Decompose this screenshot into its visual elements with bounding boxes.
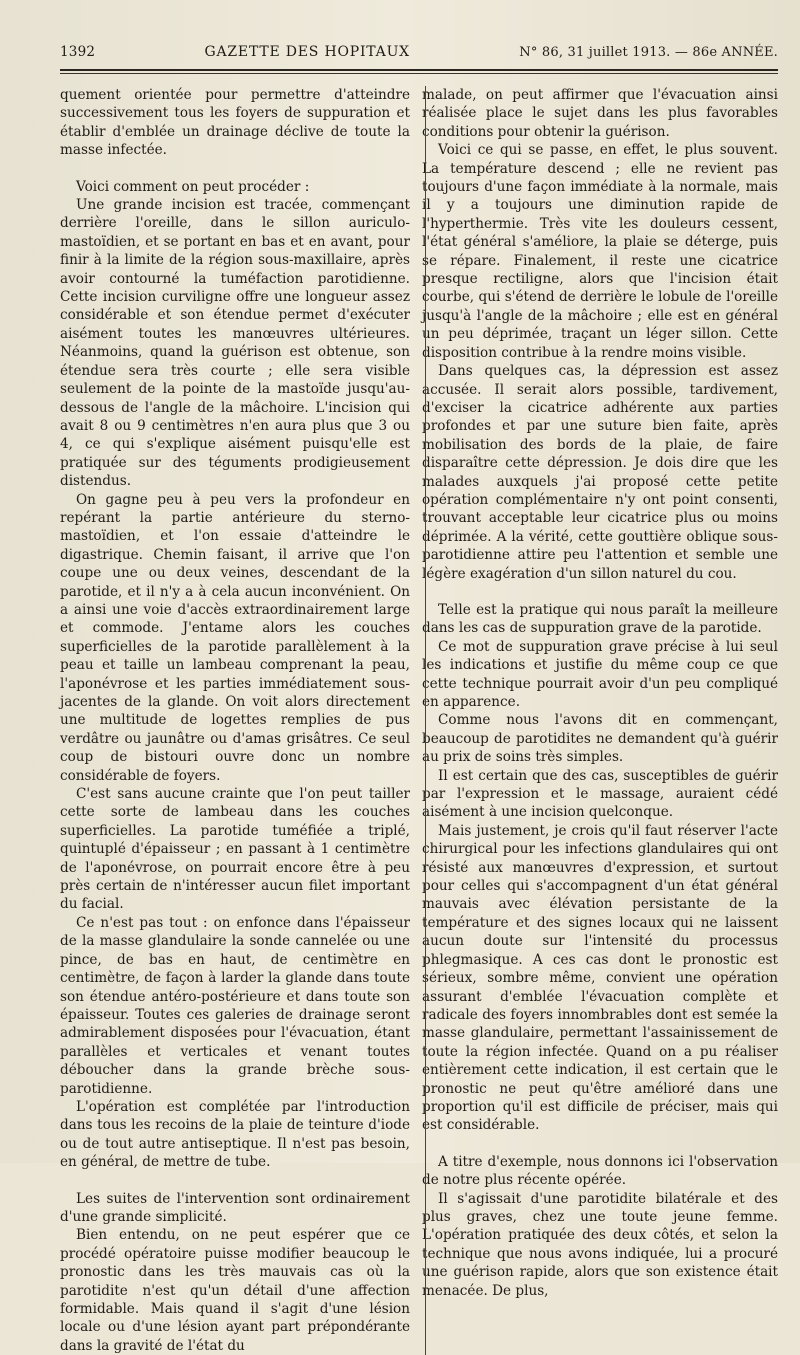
paragraph: Une grande incision est tracée, commençant derrière l'oreille, dans le sillon auriculo-mastoïdien, et se portant en bas et en avant, pour finir à la limite de la région sous-maxillaire, après avoir contourné la tuméfaction parotidienne. Cette incision curviligne offre une longueur assez considérable et son étendue permet d'exécuter aisément toutes les manœuvres ultérieures. Néanmoins, quand la guérison est obtenue, son étendue sera très courte ; elle sera visible seulement de la pointe de la mastoïde jusqu'au-dessous de l'angle de la mâchoire. L'incision qui avait 8 ou 9 centimètres n'en aura plus que 3 ou 4, ce qui s'explique aisément puisqu'elle est pratiquée sur des téguments prodigieusement distendus. [60, 197, 410, 490]
header-rule-top [60, 69, 778, 71]
paragraph: Voici ce qui se passe, en effet, le plus souvent. La température descend ; elle ne revient pas toujours d'une façon immédiate à la normale, mais il y a toujours une diminution rapide de l'hyperthermie. Très vite les douleurs cessent, l'état général s'améliore, la plaie se déterge, puis se répare. Finalement, il reste une cicatrice presque rectiligne, alors que l'incision était courbe, qui s'étend de derrière le lobule de l'oreille jusqu'à l'angle de la mâchoire ; elle est en général un peu déprimée, traçant un léger sillon. Cette disposition contribue à la rendre moins visible. [422, 142, 778, 361]
left-column [60, 86, 410, 1355]
header-rules [60, 69, 778, 74]
column-divider [425, 86, 426, 1355]
paragraph: C'est sans aucune crainte que l'on peut tailler cette sorte de lambeau dans les couches superficielles. La parotide tuméfiée a triplé, quintuplé d'épaisseur ; en passant à 1 centimètre de l'aponévrose, on pourrait encore être à peu près certain de n'intéresser aucun filet important du facial. [60, 786, 410, 913]
paragraph: Il s'agissait d'une parotidite bilatérale et des plus graves, chez une toute jeune femme. L'opération pratiquée des deux côtés, et selon la technique que nous avons indiquée, lui a procuré une guérison rapide, alors que son existence était menacée. De plus, [422, 1190, 778, 1299]
paragraph: A titre d'exemple, nous donnons ici l'observation de notre plus récente opérée. [422, 1153, 778, 1189]
paragraph: Il est certain que des cas, susceptibles de guérir par l'expression et le massage, auraient cédé aisément à une incision quelconque. [422, 767, 778, 821]
paragraph: Dans quelques cas, la dépression est assez accusée. Il serait alors possible, tardivement, d'exciser la cicatrice adhérente aux parties profondes et par une suture bien faite, après mobilisation des bords de la plaie, de faire disparaître cette dépression. Je dois dire que les malades auxquels j'ai proposé cette petite opération complémentaire n'y ont point consenti, trouvant acceptable leur cicatrice plus ou moins déprimée. A la vérité, cette gouttière oblique sous-parotidienne attire peu l'attention et semble une légère exagération d'un sillon naturel du cou. [422, 363, 778, 582]
paragraph: On gagne peu à peu vers la profondeur en repérant la partie antérieure du sterno-mastoïdien, et l'on essaie d'atteindre le digastrique. Chemin faisant, il arrive que l'on coupe une ou deux veines, descendant de la parotide, et il n'y a à cela aucun inconvénient. On a ainsi une voie d'accès extraordinairement large et commode. J'entame alors les couches superficielles de la parotide parallèlement à la peau et taille un lambeau comprenant la peau, l'aponévrose et les parties immédiatement sous-jacentes de la glande. On voit alors directement une multitude de logettes remplies de pus verdâtre ou jaunâtre ou d'amas grisâtres. Ce seul coup de bistouri ouvre donc un nombre considérable de foyers. [60, 491, 410, 784]
paragraph: Ce mot de suppuration grave précise à lui seul les indications et justifie du même coup ce que cette technique pourrait avoir d'un peu compliqué en apparence. [422, 638, 778, 710]
journal-title: GAZETTE DES HOPITAUX [204, 44, 410, 60]
paragraph: Mais justement, je crois qu'il faut réserver l'acte chirurgical pour les infections glandulaires qui ont résisté aux manœuvres d'expression, et surtout pour celles qui s'accompagnent d'un état général mauvais avec élévation persistante de la température et des signes locaux qui ne laissent aucun doute sur l'intensité du processus phlegmasique. A ces cas dont le pronostic est sérieux, sombre même, convient une opération assurant d'emblée l'évacuation complète et radicale des foyers innombrables dont est semée la masse glandulaire, permettant l'assainissement de toute la région infectée. Quand on a pu réaliser entièrement cette indication, il est certain que le pronostic ne peut qu'être amélioré dans une proportion qu'il est difficile de préciser, mais qui est considérable. [422, 822, 778, 1134]
paragraph: Les suites de l'intervention sont ordinairement d'une grande simplicité. [60, 1190, 410, 1225]
header-rule-bottom [60, 73, 778, 74]
paragraph: Bien entendu, on ne peut espérer que ce procédé opératoire puisse modifier beaucoup le pronostic dans les très mauvais cas où la parotidite n'est qu'un détail d'une affection formidable. Mais quand il s'agit d'une lésion locale ou d'une lésion ayant part prépondérante dans la gravité de l'état du [60, 1227, 410, 1354]
page-number: 1392 [60, 44, 96, 60]
paragraph: Voici comment on peut procéder : [76, 178, 310, 195]
paragraph: quement orientée pour permettre d'atteindre successivement tous les foyers de suppuration et établir d'emblée un drainage déclive de toute la masse infectée. [60, 87, 410, 159]
issue-info: N° 86, 31 juillet 1913. — 86e ANNÉE. [519, 45, 778, 60]
paragraph: Telle est la pratique qui nous paraît la meilleure dans les cas de suppuration grave de la parotide. [422, 601, 778, 637]
article-columns [60, 86, 778, 1355]
paragraph: Comme nous l'avons dit en commençant, beaucoup de parotidites ne demandent qu'à guérir au prix de soins très simples. [422, 712, 778, 766]
page-header [60, 44, 778, 60]
paragraph: Ce n'est pas tout : on enfonce dans l'épaisseur de la masse glandulaire la sonde cannelée ou une pince, de bas en haut, de centimètre en centimètre, de façon à larder la glande dans toute son étendue antéro-postérieure et dans toute son épaisseur. Toutes ces galeries de drainage seront admirablement disposées pour l'évacuation, étant parallèles et verticales et venant toutes déboucher dans la grande brèche sous-parotidienne. [60, 914, 410, 1097]
right-column [422, 86, 778, 1355]
paragraph: malade, on peut affirmer que l'évacuation ainsi réalisée place le sujet dans les plus favorables conditions pour obtenir la guérison. [422, 87, 778, 140]
paragraph: L'opération est complétée par l'introduction dans tous les recoins de la plaie de teinture d'iode ou de tout autre antiseptique. Il n'est pas besoin, en général, de mettre de tube. [60, 1098, 410, 1171]
